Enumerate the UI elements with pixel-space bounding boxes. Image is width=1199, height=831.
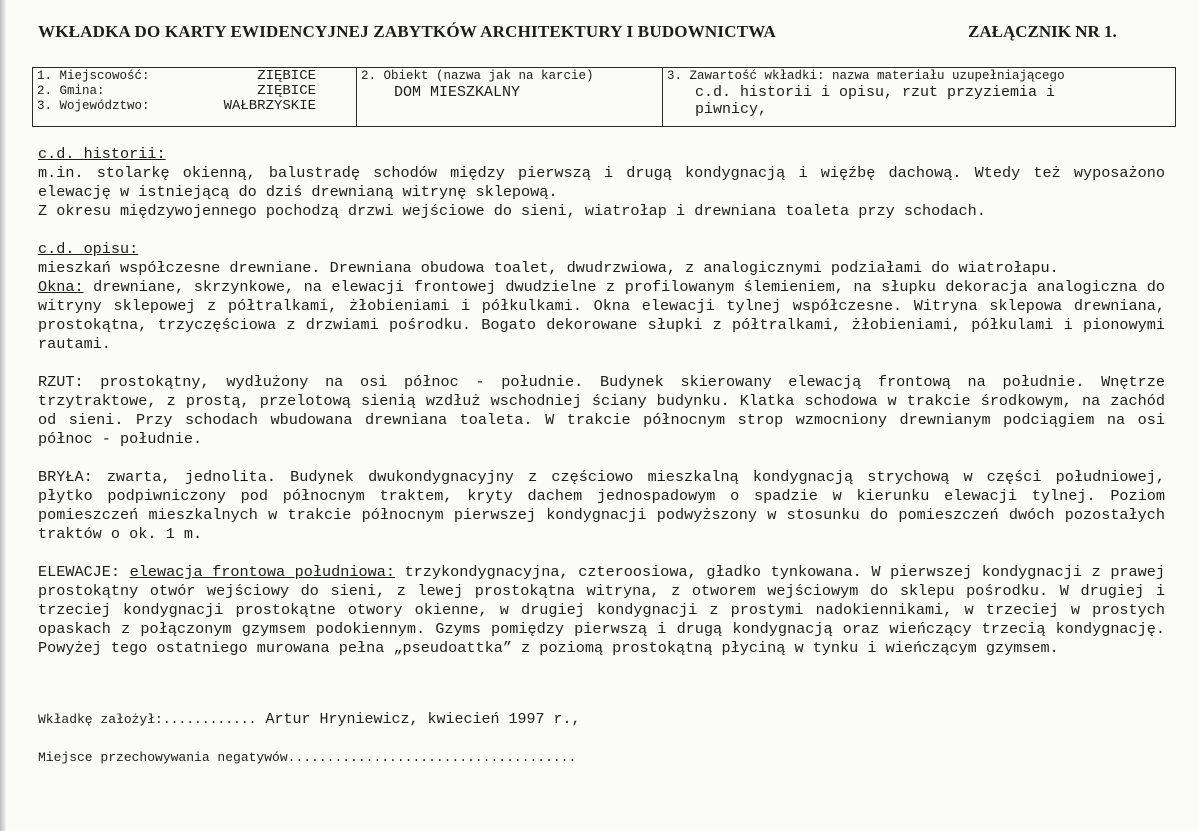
scan-edge (0, 0, 6, 831)
description-paragraph: mieszkań współczesne drewniane. Drewniana obudowa toalet, dwudrzwiowa, z analogicznymi podziałami do wiatrołapu. (38, 259, 1059, 277)
spacer (38, 354, 1165, 373)
content-value-line2: piwnicy, (695, 101, 768, 118)
voivodeship-row (37, 99, 352, 114)
author-label: Wkładkę założył:............ (38, 712, 257, 727)
locality-label: 1. Miejscowość: (37, 69, 150, 83)
content-value-line1: c.d. historii i opisu, rzut przyziemia i (695, 84, 1056, 101)
locality-value: ZIĘBICE (257, 68, 316, 84)
author-line (38, 711, 581, 728)
voivodeship-label: 3. Województwo: (37, 99, 150, 113)
history-paragraph-1: m.in. stolarkę okienną, balustradę schodów między pierwszą i drugą kondygnacją i więźbę dachową. Wtedy też wyposażono elewację w istniejącą do dziś drewnianą witrynę sklepową. (38, 164, 1165, 201)
voivodeship-value: WAŁBRZYSKIE (223, 98, 316, 114)
commune-value: ZIĘBICE (257, 83, 316, 99)
author-value: Artur Hryniewicz, kwiecień 1997 r., (256, 711, 581, 728)
plan-paragraph: RZUT: prostokątny, wydłużony na osi północ - południe. Budynek skierowany elewacją frontową na południe. Wnętrze trzytraktowe, z prostą, przelotową sienią wzdłuż wschodniej ściany budynku. Klatka schodowa w trakcie środkowym, na zachód od sieni. Przy schodach wbudowana drewniana toaleta. W trakcie północnym strop wzmocniony drewnianym podciągiem na osi północ - południe. (38, 373, 1165, 448)
info-table (32, 67, 1176, 127)
object-label: 2. Obiekt (nazwa jak na karcie) (361, 69, 594, 83)
history-paragraph-2: Z okresu międzywojennego pochodzą drzwi wejściowe do sieni, wiatrołap i drewniana toaleta przy schodach. (38, 202, 986, 220)
object-cell (357, 68, 663, 127)
history-heading: c.d. historii: (38, 145, 166, 163)
elevations-sublabel: elewacja frontowa południowa: (129, 563, 395, 581)
elevations-paragraph (38, 563, 1165, 658)
elevations-text: trzykondygnacyjna, czteroosiowa, gładko tynkowana. W pierwszej kondygnacji z prawej prostokątny otwór wejściowy do sieni, z lewej prostokątna witryna, z otworem wejściowym do sklepu pośrodku. W drugiej i trzeciej kondygnacji prostokątne otwory okienne, w drugiej kondygnacji z prostymi nadokiennikami, w trzeciej w prostych opaskach z połączonym gzymsem podokiennym. Gzyms pomiędzy pierwszą i drugą kondygnacją oraz wieńczący trzecią kondygnację. Powyżej tego ostatniego murowana pełna „pseudoattka” z poziomą prostokątną płyciną w tynku i wieńczącym gzymsem. (38, 563, 1166, 657)
commune-row (37, 84, 352, 99)
elevations-label: ELEWACJE: (38, 563, 130, 581)
commune-label: 2. Gmina: (37, 84, 105, 98)
description-heading: c.d. opisu: (38, 240, 139, 258)
document-title: WKŁADKA DO KARTY EWIDENCYJNEJ ZABYTKÓW ARCHITEKTURY I BUDOWNICTWA (38, 22, 777, 41)
storage-line: Miejsce przechowywania negatywów..................................... (38, 750, 577, 765)
spacer (38, 221, 1165, 240)
mass-paragraph: BRYŁA: zwarta, jednolita. Budynek dwukondygnacyjny z częściowo mieszkalną kondygnacją strychową w części południowej, płytko podpiwniczony pod północnym traktem, kryty dachem jednospadowym o spadzie w kierunku elewacji tylnej. Poziom pomieszczeń mieszkalnych w trakcie północnym pierwszej kondygnacji podwyższony w stosunku do pomieszczeń dwóch pozostałych traktów o ok. 1 m. (38, 468, 1165, 543)
content-label: 3. Zawartość wkładki: nazwa materiału uzupełniającego (667, 69, 1065, 83)
annex-number: ZAŁĄCZNIK NR 1. (968, 22, 1117, 41)
windows-label: Okna: (38, 278, 84, 296)
content-cell (663, 68, 1176, 127)
windows-text: drewniane, skrzynkowe, na elewacji frontowej dwudzielne z profilowanym ślemieniem, na słupku dekoracja analogiczna do witryny sklepowej z półtralkami, żłobieniami i półkulkami. Okna elewacji tylnej współczesne. Witryna sklepowa drewniana, prostokątna, trzyczęściowa z drzwiami pośrodku. Bogato dekorowane słupki z półtralkami, żłobieniami, półkulami i pionowymi rautami. (38, 278, 1165, 353)
windows-paragraph (38, 278, 1165, 354)
object-value: DOM MIESZKALNY (394, 84, 521, 101)
spacer (38, 449, 1165, 468)
spacer (38, 544, 1165, 563)
location-cell (33, 68, 357, 127)
locality-row (37, 69, 352, 84)
body-text (38, 145, 1165, 658)
